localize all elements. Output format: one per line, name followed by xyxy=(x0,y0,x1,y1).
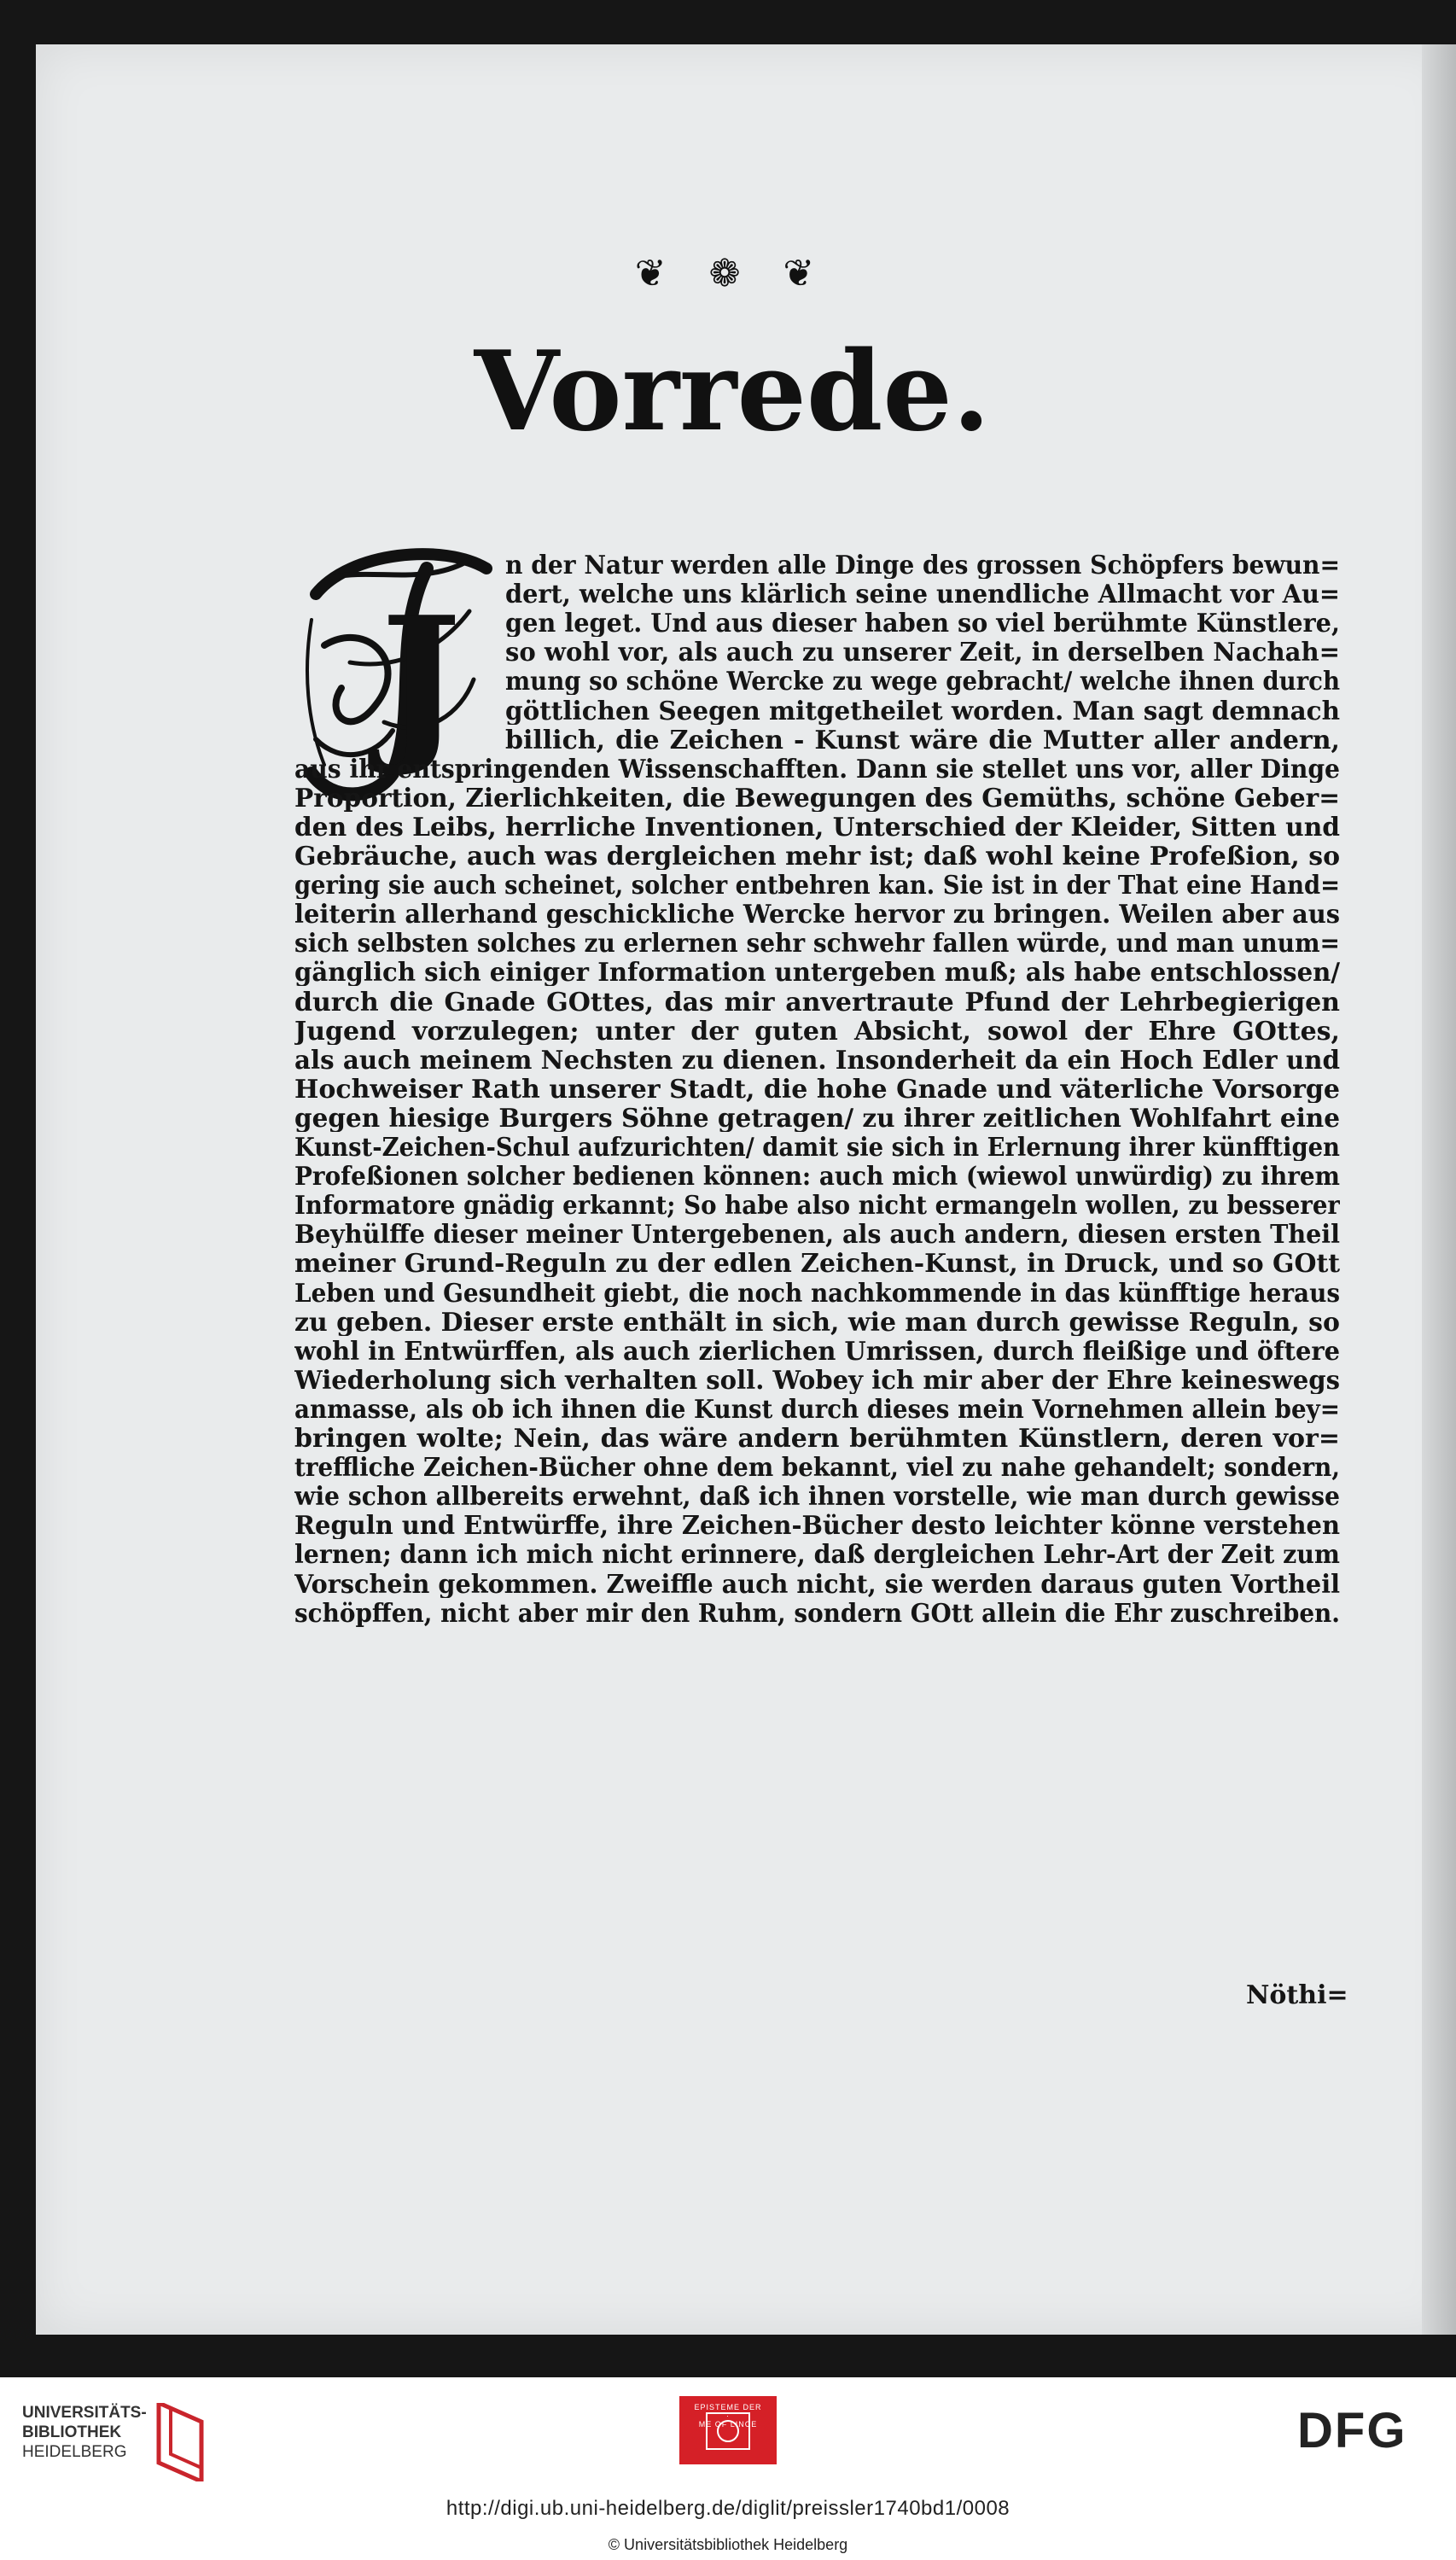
text-line: dert, welche uns klärlich seine unendliche Allmacht vor Au= xyxy=(505,582,1340,609)
text-line: als auch meinem Nechsten zu dienen. Insonderheit da ein Hoch Edler und xyxy=(294,1047,1340,1074)
text-line: gen leget. Und aus dieser haben so viel berühmte Künstlere, xyxy=(505,611,1340,638)
library-emblem-icon xyxy=(150,2403,210,2481)
text-line: Hochweiser Rath unserer Stadt, die hohe Gnade und väterliche Vorsorge xyxy=(294,1076,1340,1103)
text-line: Informatore gnädig erkannt; So habe also nicht ermangeln wollen, zu besserer xyxy=(294,1193,1340,1220)
text-line: wie schon allbereits erwehnt, daß ich ihnen vorstelle, wie man durch gewisse xyxy=(294,1484,1340,1511)
text-line: bringen wolte; Nein, das wäre andern berühmten Künstlern, deren vor= xyxy=(294,1426,1340,1452)
permalink-url[interactable]: http://digi.ub.uni-heidelberg.de/diglit/preissler1740bd1/0008 xyxy=(446,2497,1010,2520)
text-line: gering sie auch scheinet, solcher entbehren kan. Sie ist in der That eine Hand= xyxy=(294,873,1340,900)
text-line: billich, die Zeichen - Kunst wäre die Mutter aller andern, xyxy=(505,727,1340,754)
text-line: durch die Gnade GOttes, das mir anvertraute Pfund der Lehrbegierigen xyxy=(294,989,1340,1016)
text-line: anmasse, als ob ich ihnen die Kunst durch dieses mein Vornehmen allein bey= xyxy=(294,1397,1340,1423)
initial-letter: J xyxy=(381,580,462,780)
university-library-logo[interactable] xyxy=(22,2403,210,2488)
page-title: Vorrede. xyxy=(474,328,991,456)
text-line: sich selbsten solches zu erlernen sehr schwehr fallen würde, und man unum= xyxy=(294,931,1340,958)
text-line: Jugend vorzulegen; unter der guten Absicht, sowol der Ehre GOttes, xyxy=(294,1018,1340,1045)
library-logo-line1: UNIVERSITÄTS- xyxy=(22,2404,147,2422)
page-edge xyxy=(1422,44,1456,2335)
text-line: schöpffen, nicht aber mir den Ruhm, sondern GOtt allein die Ehr zuschreiben. xyxy=(294,1601,1340,1627)
text-line: wohl in Entwürffen, als auch zierlichen Umrissen, durch fleißige und öftere xyxy=(294,1338,1340,1365)
text-line: Wiederholung sich verhalten soll. Wobey ich mir aber der Ehre keineswegs xyxy=(294,1367,1340,1394)
text-line: leiterin allerhand geschickliche Wercke hervor zu bringen. Weilen aber aus xyxy=(294,902,1340,929)
text-line: Profeßionen solcher bedienen können: auch mich (wiewol unwürdig) zu ihrem xyxy=(294,1164,1340,1191)
text-line: Proportion, Zierlichkeiten, die Bewegungen des Gemüths, schöne Geber= xyxy=(294,785,1340,812)
text-line: lernen; dann ich mich nicht erinnere, daß dergleichen Lehr-Art der Zeit zum xyxy=(294,1542,1340,1569)
dfg-logo[interactable]: DFG xyxy=(1297,2403,1407,2458)
text-line: Reguln und Entwürffe, ihre Zeichen-Bücher desto leichter könne verstehen xyxy=(294,1513,1340,1540)
text-line: den des Leibs, herrliche Inventionen, Unterschied der Kleider, Sitten und xyxy=(294,814,1340,841)
library-logo-text xyxy=(22,2403,150,2462)
text-line: Beyhülffe dieser meiner Untergebenen, als auch andern, diesen ersten Theil xyxy=(294,1222,1340,1249)
header-ornament: ❦ ❁ ❦ xyxy=(634,252,830,295)
catchword: Nöthi= xyxy=(1246,1980,1348,2010)
text-line: zu geben. Dieser erste enthält in sich, wie man durch gewisse Reguln, so xyxy=(294,1309,1340,1336)
text-line: treffliche Zeichen-Bücher ohne dem bekannt, viel zu nahe gehandelt; sondern, xyxy=(294,1455,1340,1482)
text-line: mung so schöne Wercke zu wege gebracht/ welche ihnen durch xyxy=(505,669,1340,696)
episteme-logo-text: EPISTEME DER · ME OF LINCE xyxy=(694,2403,762,2429)
library-logo-line3: HEIDELBERG xyxy=(22,2443,127,2461)
text-line: Vorschein gekommen. Zweiffle auch nicht, sie werden daraus guten Vortheil xyxy=(294,1572,1340,1598)
text-line: aus ihr entspringenden Wissenschafften. Dann sie stellet uns vor, aller Dinge xyxy=(294,756,1340,783)
text-line: so wohl vor, als auch zu unserer Zeit, in derselben Nachah= xyxy=(505,640,1340,667)
viewer-footer xyxy=(0,2377,1456,2560)
text-line: Leben und Gesundheit giebt, die noch nachkommende in das künfftige heraus xyxy=(294,1280,1340,1307)
text-line: gegen hiesige Burgers Söhne getragen/ zu ihrer zeitlichen Wohlfahrt eine xyxy=(294,1105,1340,1132)
text-line: gänglich sich einiger Information untergeben muß; als habe entschlossen/ xyxy=(294,960,1340,987)
library-logo-line2: BIBLIOTHEK xyxy=(22,2423,122,2441)
text-line: Kunst-Zeichen-Schul aufzurichten/ damit sie sich in Erlernung ihrer künfftigen xyxy=(294,1135,1340,1161)
text-line: meiner Grund-Reguln zu der edlen Zeichen-Kunst, in Druck, und so GOtt xyxy=(294,1251,1340,1278)
text-line: Gebräuche, auch was dergleichen mehr ist; daß wohl keine Profeßion, so xyxy=(294,844,1340,870)
text-line: göttlichen Seegen mitgetheilet worden. Man sagt demnach xyxy=(505,698,1340,725)
copyright-notice: © Universitätsbibliothek Heidelberg xyxy=(608,2536,848,2553)
text-line: n der Natur werden alle Dinge des grossen Schöpfers bewun= xyxy=(505,553,1340,579)
episteme-logo[interactable] xyxy=(679,2396,777,2464)
